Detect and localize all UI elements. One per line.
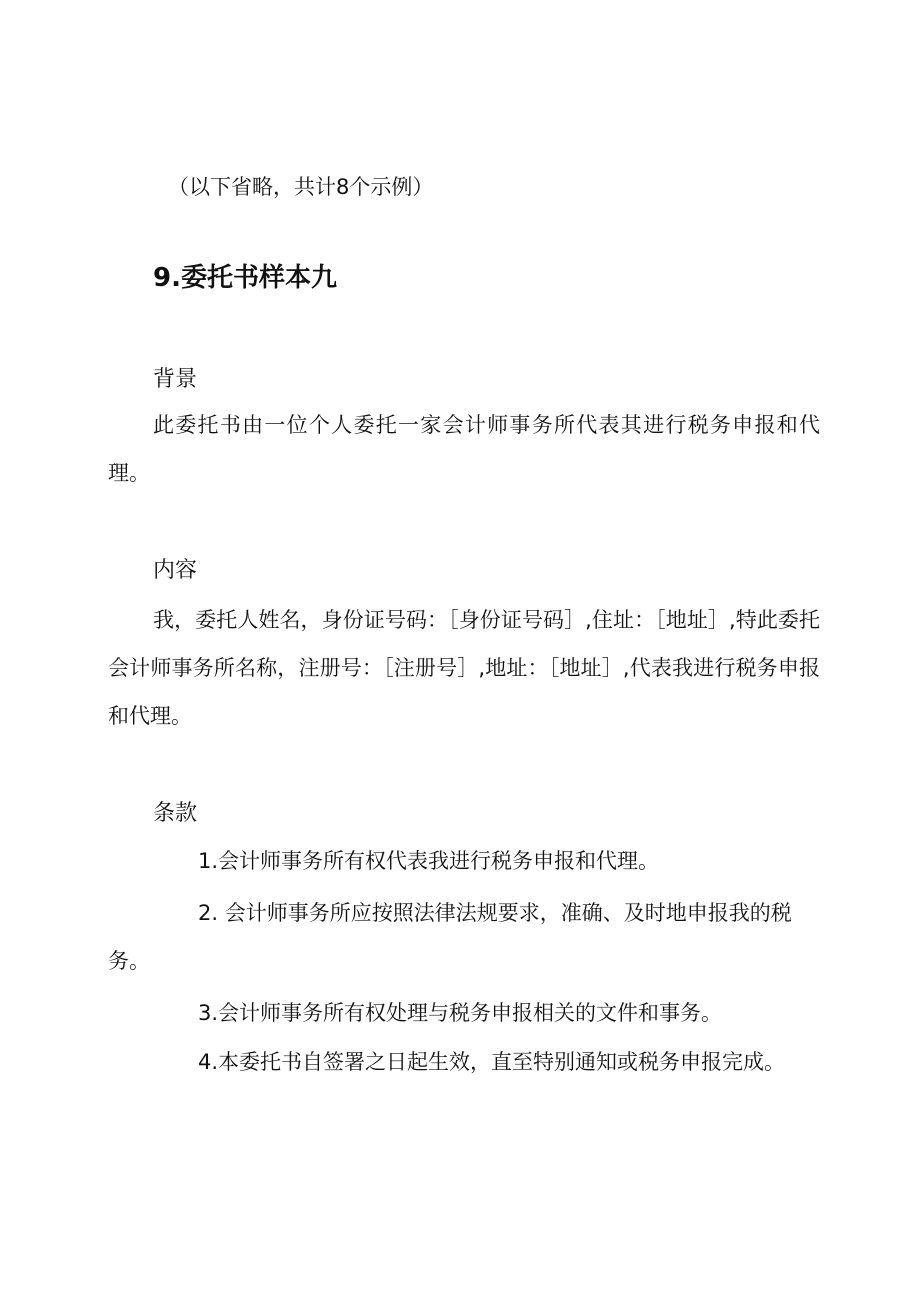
section-heading-background: 背景	[153, 367, 198, 392]
term-text: .会计师事务所有权处理与税务申报相关的文件和事务。	[211, 1001, 723, 1025]
section-heading-terms: 条款	[153, 801, 198, 826]
term-text: .本委托书自签署之日起生效，直至特别通知或税务申报完成。	[211, 1050, 786, 1074]
term-number: 4	[198, 1050, 212, 1074]
term-item-1	[108, 837, 820, 885]
term-number: 1	[198, 849, 212, 873]
term-item-4	[108, 1038, 820, 1086]
content-paragraph: 我，委托人姓名，身份证号码：［身份证号码］,住址：［地址］,特此委托会计师事务所名称，注册号：［注册号］,地址：［地址］,代表我进行税务申报和代理。	[108, 608, 820, 728]
term-number: 3	[198, 1001, 212, 1025]
omission-note: （以下省略，共计8个示例）	[168, 175, 434, 199]
term-item-2	[108, 889, 820, 985]
term-number: 2	[198, 901, 212, 925]
term-text: . 会计师事务所应按照法律法规要求，准确、及时地申报我的税务。	[108, 901, 792, 973]
term-item-3	[108, 989, 820, 1037]
section-heading-content: 内容	[153, 558, 198, 583]
term-text: .会计师事务所有权代表我进行税务申报和代理。	[211, 849, 660, 873]
background-paragraph: 此委托书由一位个人委托一家会计师事务所代表其进行税务申报和代理。	[108, 413, 820, 485]
document-title: 9.委托书样本九	[153, 263, 337, 293]
